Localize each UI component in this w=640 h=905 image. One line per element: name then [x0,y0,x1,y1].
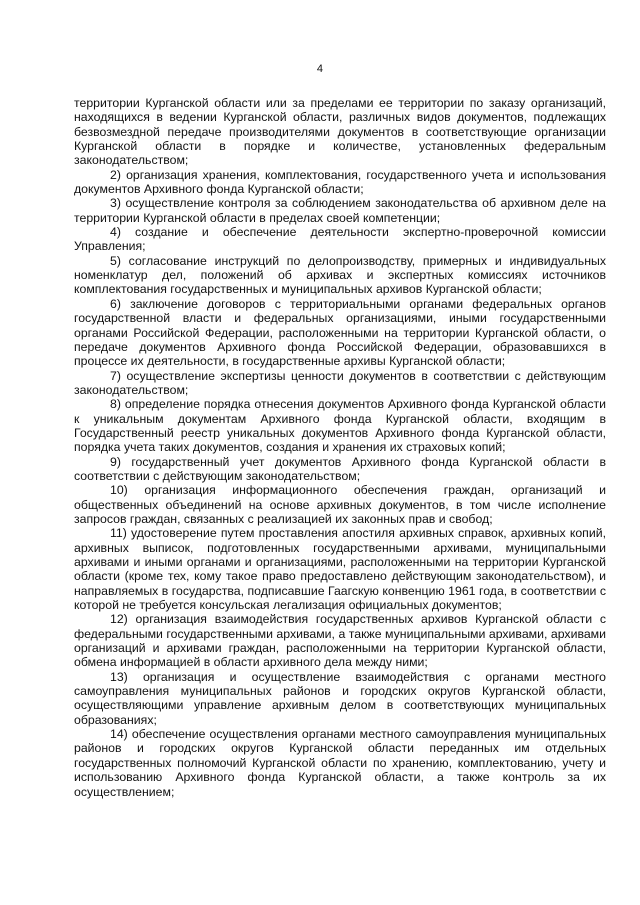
paragraph: территории Курганской области или за пределами ее территории по заказу организаций, находящихся в ведении Курганской области, различных видов документов, подлежащих безвозмездной передаче производителями документов в соответствующие организации Курганской области в порядке и количестве, установленных федеральным законодательством; [74,96,606,168]
paragraph: 14) обеспечение осуществления органами местного самоуправления муниципальных районов и городских округов Курганской области переданных им отдельных государственных полномочий Курганской области по хранению, комплектованию, учету и использованию Архивного фонда Курганской области, а также контроль за их осуществлением; [74,727,606,799]
paragraph: 8) определение порядка отнесения документов Архивного фонда Курганской области к уникальным документам Архивного фонда Курганской области, входящим в Государственный реестр уникальных документов Архивного фонда Курганской области, порядка учета таких документов, создания и хранения их страховых копий; [74,397,606,455]
document-body [74,96,606,799]
paragraph: 3) осуществление контроля за соблюдением законодательства об архивном деле на территории Курганской области в пределах своей компетенции; [74,196,606,225]
paragraph: 6) заключение договоров с территориальными органами федеральных органов государственной власти и федеральных организациями, иными государственными органами Российской Федерации, расположенными на территории Курганской области, о передаче документов Архивного фонда Российской Федерации, образовавшихся в процессе их деятельности, в государственные архивы Курганской области; [74,296,606,369]
paragraph: 13) организация и осуществление взаимодействия с органами местного самоуправления муниципальных районов и городских округов Курганской области, осуществляющими управление архивным делом в соответствующих муниципальных образованиях; [74,669,606,727]
paragraph: 10) организация информационного обеспечения граждан, организаций и общественных объединений на основе архивных документов, в том числе исполнение запросов граждан, связанных с реализацией их законных прав и свобод; [74,483,606,526]
page-number: 4 [316,63,324,75]
paragraph: 2) организация хранения, комплектования, государственного учета и использования документов Архивного фонда Курганской области; [74,167,606,197]
paragraph: 9) государственный учет документов Архивного фонда Курганской области в соответствии с действующим законодательством; [74,454,606,483]
paragraph: 11) удостоверение путем проставления апостиля архивных справок, архивных копий, архивных выписок, подготовленных государственными архивами, муниципальными архивами и иными органами и организациями, расположенными на территории Курганской области (кроме тех, кому такое право предоставлено действующим законодательством), и направляемых в государства, подписавшие Гаагскую конвенцию 1961 года, в соответствии с которой не требуется консульская легализация официальных документов; [74,526,606,613]
paragraph: 5) согласование инструкций по делопроизводству, примерных и индивидуальных номенклатур дел, положений об архивах и экспертных комиссиях источников комплектования государственных и муниципальных архивов Курганской области; [74,253,606,297]
paragraph: 12) организация взаимодействия государственных архивов Курганской области с федеральными государственными архивами, а также муниципальными архивами, архивами организаций и архивами граждан, расположенными на территории Курганской области, обмена информацией в области архивного дела между ними; [74,612,606,670]
paragraph: 7) осуществление экспертизы ценности документов в соответствии с действующим законодательством; [74,368,606,397]
paragraph: 4) создание и обеспечение деятельности экспертно-проверочной комиссии Управления; [74,225,606,254]
